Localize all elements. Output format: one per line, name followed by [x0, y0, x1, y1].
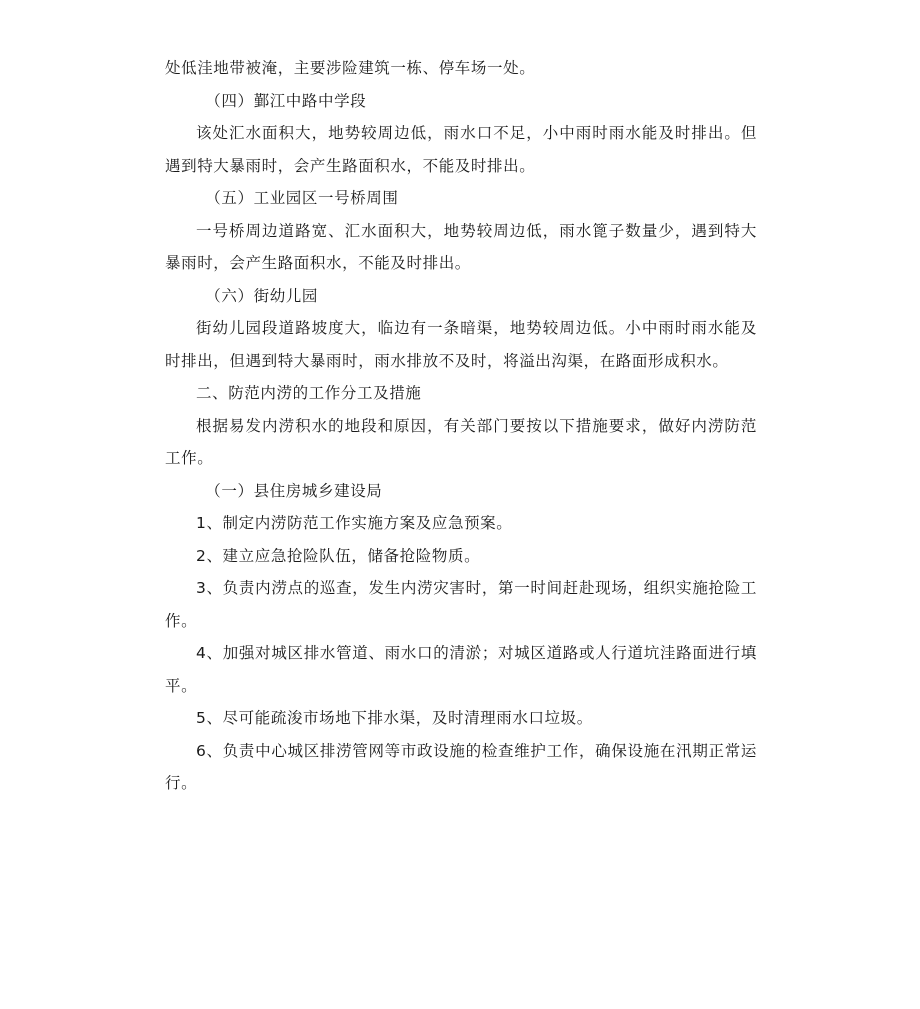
list-item: 3、负责内涝点的巡查，发生内涝灾害时，第一时间赶赴现场，组织实施抢险工作。: [165, 579, 757, 630]
list-item: 2、建立应急抢险队伍，储备抢险物质。: [196, 546, 481, 565]
paragraph: 根据易发内涝积水的地段和原因，有关部门要按以下措施要求，做好内涝防范工作。: [165, 416, 757, 467]
paragraph-continuation: 处低洼地带被淹，主要涉险建筑一栋、停车场一处。: [165, 59, 536, 77]
list-item: 4、加强对城区排水管道、雨水口的清淤；对城区道路或人行道坑洼路面进行填平。: [165, 644, 757, 695]
paragraph: 街幼儿园段道路坡度大，临边有一条暗渠，地势较周边低。小中雨时雨水能及时排出，但遇到特大暴雨时，雨水排放不及时，将溢出沟渠，在路面形成积水。: [165, 319, 757, 370]
list-item: 5、尽可能疏浚市场地下排水渠，及时清理雨水口垃圾。: [196, 709, 593, 727]
section-heading-5: （五）工业园区一号桥周围: [205, 189, 399, 207]
section-heading-6: （六）街幼儿园: [205, 286, 318, 305]
paragraph: 该处汇水面积大，地势较周边低，雨水口不足，小中雨时雨水能及时排出。但遇到特大暴雨时，会产生路面积水，不能及时排出。: [165, 124, 757, 175]
chapter-heading-2: 二、防范内涝的工作分工及措施: [196, 384, 422, 402]
section-heading-1: （一）县住房城乡建设局: [205, 481, 383, 500]
document-body: [165, 52, 757, 800]
paragraph: 一号桥周边道路宽、汇水面积大，地势较周边低，雨水篦子数量少，遇到特大暴雨时，会产生路面积水，不能及时排出。: [165, 221, 757, 272]
list-item: 1、制定内涝防范工作实施方案及应急预案。: [196, 514, 513, 532]
list-item: 6、负责中心城区排涝管网等市政设施的检查维护工作，确保设施在汛期正常运行。: [165, 741, 757, 792]
section-heading-4: （四）鄞江中路中学段: [205, 91, 367, 110]
